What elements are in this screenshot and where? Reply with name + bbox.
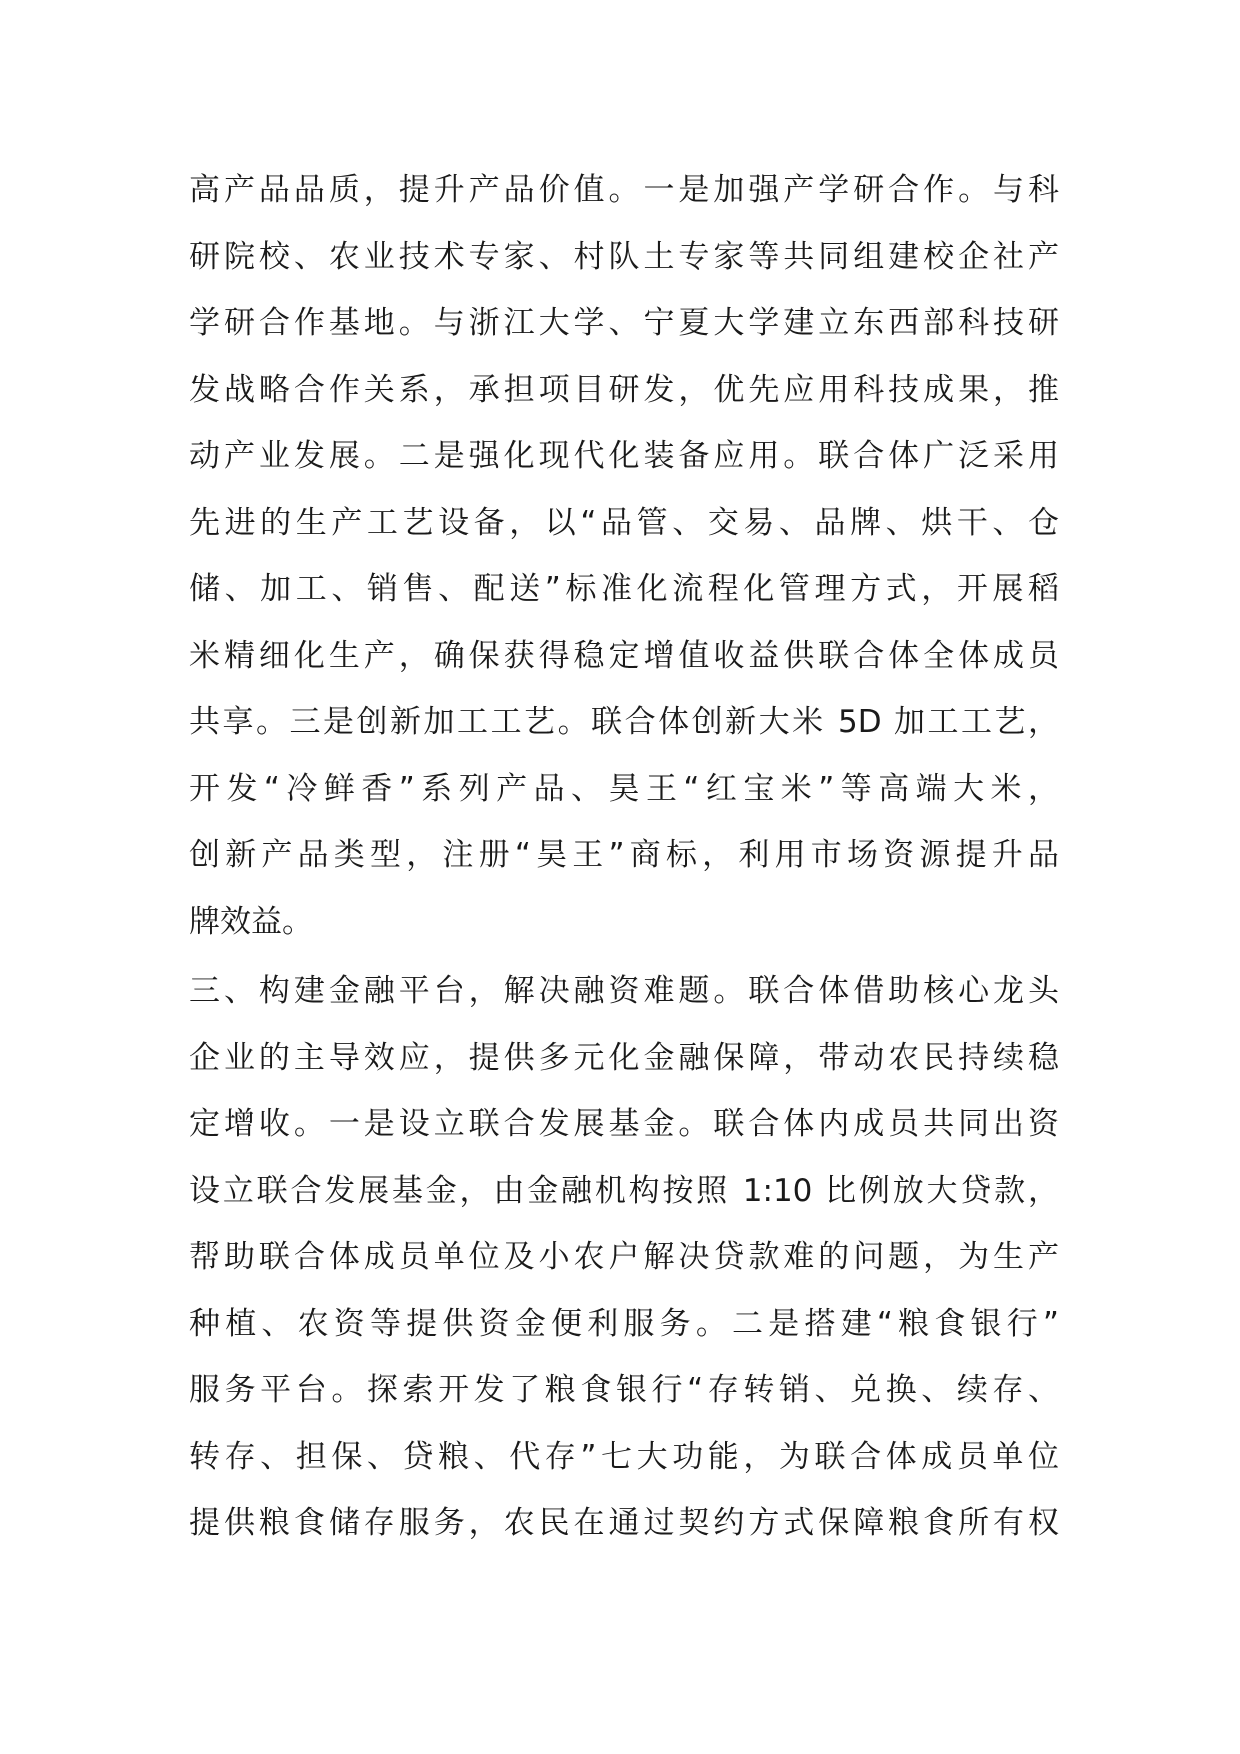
paragraph-product-quality: [189, 157, 1059, 955]
text-line: 定增收。一是设立联合发展基金。联合体内成员共同出资: [189, 1106, 1059, 1142]
text-line: 发战略合作关系，承担项目研发，优先应用科技成果，推: [189, 371, 1059, 408]
text-line: 服务平台。探索开发了粮食银行“存转销、兑换、续存、: [189, 1372, 1059, 1408]
document-body: [189, 157, 1059, 1557]
text-line: 储、加工、销售、配送”标准化流程化管理方式，开展稻: [189, 571, 1059, 607]
text-line: 高产品品质，提升产品价值。一是加强产学研合作。与科: [189, 172, 1059, 208]
text-line: 三、构建金融平台，解决融资难题。联合体借助核心龙头: [189, 973, 1059, 1009]
text-line: 企业的主导效应，提供多元化金融保障，带动农民持续稳: [189, 1039, 1059, 1076]
text-line: 牌效益。: [189, 903, 313, 940]
text-line: 种植、农资等提供资金便利服务。二是搭建“粮食银行”: [189, 1305, 1059, 1342]
text-line: 开发“冷鲜香”系列产品、昊王“红宝米”等高端大米，: [189, 770, 1059, 807]
paragraph-financial-platform: [189, 958, 1059, 1557]
text-line: 研院校、农业技术专家、村队土专家等共同组建校企社产: [189, 238, 1059, 275]
text-line: 提供粮食储存服务，农民在通过契约方式保障粮食所有权: [189, 1505, 1059, 1541]
text-line: 转存、担保、贷粮、代存”七大功能，为联合体成员单位: [189, 1438, 1059, 1475]
text-line: 帮助联合体成员单位及小农户解决贷款难的问题，为生产: [189, 1239, 1059, 1275]
text-line: 创新产品类型，注册“昊王”商标，利用市场资源提升品: [189, 837, 1059, 873]
text-line: 米精细化生产，确保获得稳定增值收益供联合体全体成员: [189, 637, 1059, 674]
text-line: 动产业发展。二是强化现代化装备应用。联合体广泛采用: [189, 438, 1059, 474]
text-line: 学研合作基地。与浙江大学、宁夏大学建立东西部科技研: [189, 305, 1059, 341]
text-line: 先进的生产工艺设备，以“品管、交易、品牌、烘干、仓: [189, 504, 1059, 541]
text-line: 共享。三是创新加工工艺。联合体创新大米 5D 加工工艺，: [189, 704, 1059, 740]
text-line: 设立联合发展基金，由金融机构按照 1:10 比例放大贷款，: [189, 1172, 1059, 1209]
